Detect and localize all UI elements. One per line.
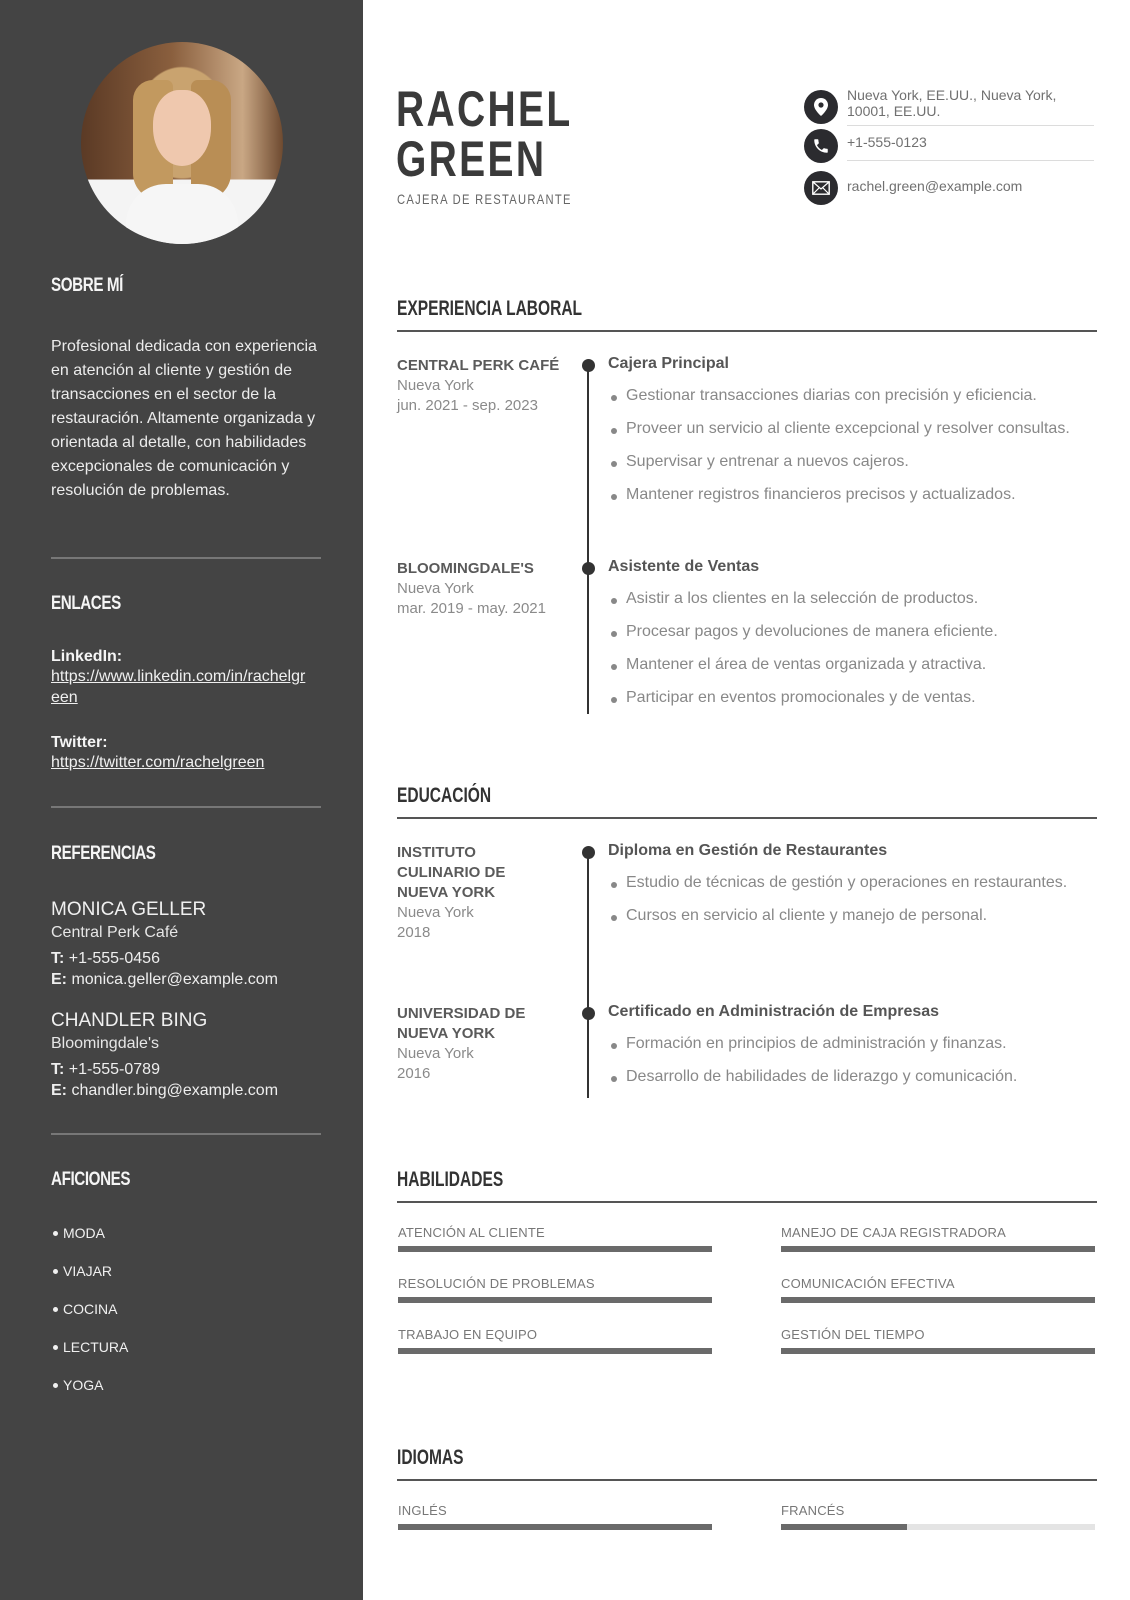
job-role: Cajera Principal: [608, 355, 729, 372]
phone-text: +1-555-0123: [847, 132, 1094, 161]
sidebar: [0, 0, 363, 1600]
responsibility-list: [608, 590, 1098, 722]
employment-dates: mar. 2019 - may. 2021: [397, 600, 546, 617]
first-name: RACHEL: [396, 81, 573, 137]
bullet-icon: [53, 1383, 58, 1388]
skills-heading: HABILIDADES: [397, 1168, 504, 1191]
bullet-icon: [53, 1231, 58, 1236]
skill-label: COMUNICACIÓN EFECTIVA: [781, 1276, 955, 1291]
language-item: [781, 1503, 1095, 1530]
coursework-item: Formación en principios de administración y finanzas.: [608, 1035, 1098, 1068]
coursework-item: Desarrollo de habilidades de liderazgo y comunicación.: [608, 1068, 1098, 1101]
timeline-dot-icon: [582, 562, 595, 575]
candidate-name: [396, 81, 573, 187]
hobbies-heading: AFICIONES: [51, 1169, 131, 1190]
language-item: [398, 1503, 712, 1530]
location-pin-icon: [804, 90, 838, 124]
skill-item: [781, 1327, 1095, 1354]
about-section: [51, 275, 321, 297]
sidebar-divider: [51, 557, 321, 559]
email-value: monica.geller@example.com: [71, 971, 278, 988]
phone-label: T:: [51, 950, 65, 967]
institution-line: NUEVA YORK: [397, 884, 496, 901]
skill-item: [398, 1276, 712, 1303]
languages-section-header: [397, 1446, 1097, 1481]
experience-section-header: [397, 297, 1097, 332]
graduation-year: 2018: [397, 924, 431, 941]
skill-label: ATENCIÓN AL CLIENTE: [398, 1225, 545, 1240]
section-rule: [397, 1201, 1097, 1203]
address-text: [847, 87, 1094, 126]
email-value: chandler.bing@example.com: [71, 1082, 279, 1099]
experience-timeline: [587, 366, 589, 714]
education-heading: EDUCACIÓN: [397, 784, 492, 807]
experience-entry-meta: [397, 356, 562, 416]
address-line-1: Nueva York, EE.UU., Nueva York,: [847, 87, 1057, 103]
hobby-label: MODA: [63, 1225, 105, 1241]
skill-bar: [781, 1246, 1095, 1252]
hobby-item: [51, 1377, 321, 1415]
education-entry-meta: [397, 1004, 562, 1084]
experience-entry-details: [608, 558, 1098, 722]
sidebar-divider: [51, 1133, 321, 1135]
reference-item: [51, 1008, 321, 1101]
responsibility-list: [608, 387, 1098, 519]
coursework-list: [608, 1035, 1098, 1101]
email-label: E:: [51, 1082, 67, 1099]
twitter-link-block: [51, 734, 321, 773]
institution-name: [397, 1004, 562, 1044]
about-heading: SOBRE MÍ: [51, 275, 123, 296]
skill-bar: [781, 1348, 1095, 1354]
responsibility-item: Participar en eventos promocionales y de ventas.: [608, 689, 1098, 722]
reference-item: [51, 897, 321, 990]
skill-label: TRABAJO EN EQUIPO: [398, 1327, 538, 1342]
envelope-icon: [804, 171, 838, 205]
skill-label: GESTIÓN DEL TIEMPO: [781, 1327, 925, 1342]
job-role: Asistente de Ventas: [608, 558, 760, 575]
language-bar: [781, 1524, 1095, 1530]
coursework-item: Estudio de técnicas de gestión y operaciones en restaurantes.: [608, 874, 1098, 907]
skill-bar-fill: [781, 1348, 1095, 1354]
institution-line: NUEVA YORK: [397, 1025, 496, 1042]
language-bar-fill: [398, 1524, 712, 1530]
references-section: [51, 843, 321, 865]
employer-location: Nueva York: [397, 580, 474, 597]
reference-name: CHANDLER BING: [51, 1010, 208, 1031]
coursework-item: Cursos en servicio al cliente y manejo de personal.: [608, 907, 1098, 940]
skill-item: [398, 1327, 712, 1354]
institution-name: [397, 843, 562, 903]
reference-phone: [51, 948, 321, 969]
skill-bar: [398, 1348, 712, 1354]
bullet-icon: [53, 1345, 58, 1350]
employment-dates: jun. 2021 - sep. 2023: [397, 397, 538, 414]
phone-icon: [804, 129, 838, 163]
skill-bar-fill: [398, 1348, 712, 1354]
section-rule: [397, 330, 1097, 332]
employer-name: CENTRAL PERK CAFÉ: [397, 357, 560, 374]
hobby-item: [51, 1225, 321, 1263]
hobby-label: COCINA: [63, 1301, 118, 1317]
education-entry-meta: [397, 843, 562, 943]
institution-line: UNIVERSIDAD DE: [397, 1005, 526, 1022]
language-label: INGLÉS: [398, 1503, 447, 1518]
linkedin-link-block: [51, 648, 321, 708]
profile-photo: [81, 42, 283, 244]
job-title: CAJERA DE RESTAURANTE: [397, 191, 572, 207]
timeline-dot-icon: [582, 359, 595, 372]
phone-label: T:: [51, 1061, 65, 1078]
hobbies-section: [51, 1169, 321, 1191]
skill-bar: [398, 1297, 712, 1303]
photo-shirt: [126, 184, 238, 244]
skill-bar-fill: [398, 1297, 712, 1303]
education-entry-details: [608, 842, 1098, 940]
bullet-icon: [53, 1269, 58, 1274]
links-section: [51, 593, 321, 615]
linkedin-label: LinkedIn:: [51, 648, 123, 665]
skill-bar-fill: [781, 1246, 1095, 1252]
reference-email: [51, 1080, 321, 1101]
reference-name: MONICA GELLER: [51, 899, 207, 920]
education-entry-details: [608, 1003, 1098, 1101]
timeline-dot-icon: [582, 846, 595, 859]
reference-company: Central Perk Café: [51, 924, 179, 941]
timeline-dot-icon: [582, 1007, 595, 1020]
language-bar-fill: [781, 1524, 907, 1530]
responsibility-item: Asistir a los clientes en la selección de productos.: [608, 590, 1098, 623]
about-text: Profesional dedicada con experiencia en atención al cliente y gestión de transacciones en el sector de la restauración. Altamente organizada y orientada al detalle, con habilidades excepcionales de comunicación y resolución de problemas.: [51, 338, 317, 499]
responsibility-item: Gestionar transacciones diarias con precisión y eficiencia.: [608, 387, 1098, 420]
degree-title: Diploma en Gestión de Restaurantes: [608, 842, 888, 859]
employer-location: Nueva York: [397, 377, 474, 394]
language-bar: [398, 1524, 712, 1530]
phone-value: +1-555-0789: [68, 1061, 160, 1078]
experience-entry-meta: [397, 559, 562, 619]
contact-address: [804, 87, 1094, 126]
address-line-2: 10001, EE.UU.: [847, 103, 941, 119]
last-name: GREEN: [396, 131, 547, 187]
responsibility-item: Mantener registros financieros precisos y actualizados.: [608, 486, 1098, 519]
links-heading: ENLACES: [51, 593, 121, 614]
institution-line: CULINARIO DE: [397, 864, 506, 881]
email-text: rachel.green@example.com: [847, 178, 1023, 194]
experience-entry-details: [608, 355, 1098, 519]
education-section-header: [397, 784, 1097, 819]
hobby-label: YOGA: [63, 1377, 104, 1393]
coursework-list: [608, 874, 1098, 940]
skill-item: [398, 1225, 712, 1252]
skill-bar-fill: [398, 1246, 712, 1252]
hobby-label: LECTURA: [63, 1339, 129, 1355]
skill-bar: [781, 1297, 1095, 1303]
linkedin-link[interactable]: https://www.linkedin.com/in/rachelgreen: [51, 668, 306, 706]
hobbies-list: [51, 1225, 321, 1415]
skill-label: RESOLUCIÓN DE PROBLEMAS: [398, 1276, 595, 1291]
skill-label: MANEJO DE CAJA REGISTRADORA: [781, 1225, 1006, 1240]
responsibility-item: Proveer un servicio al cliente excepcional y resolver consultas.: [608, 420, 1098, 453]
graduation-year: 2016: [397, 1065, 431, 1082]
phone-value: +1-555-0456: [68, 950, 160, 967]
hobby-item: [51, 1301, 321, 1339]
education-timeline: [587, 853, 589, 1098]
twitter-label: Twitter:: [51, 734, 108, 751]
reference-phone: [51, 1059, 321, 1080]
degree-title: Certificado en Administración de Empresas: [608, 1003, 940, 1020]
employer-name: BLOOMINGDALE'S: [397, 560, 534, 577]
reference-email: [51, 969, 321, 990]
language-label: FRANCÉS: [781, 1503, 845, 1518]
email-label: E:: [51, 971, 67, 988]
experience-heading: EXPERIENCIA LABORAL: [397, 297, 583, 320]
twitter-link[interactable]: https://twitter.com/rachelgreen: [51, 754, 265, 771]
bullet-icon: [53, 1307, 58, 1312]
sidebar-divider: [51, 806, 321, 808]
responsibility-item: Procesar pagos y devoluciones de manera eficiente.: [608, 623, 1098, 656]
reference-company: Bloomingdale's: [51, 1035, 160, 1052]
contact-email: [804, 171, 1094, 205]
languages-heading: IDIOMAS: [397, 1446, 464, 1469]
hobby-label: VIAJAR: [63, 1263, 113, 1279]
hobby-item: [51, 1339, 321, 1377]
hobby-item: [51, 1263, 321, 1301]
photo-face: [153, 90, 211, 166]
section-rule: [397, 817, 1097, 819]
skill-bar: [398, 1246, 712, 1252]
responsibility-item: Supervisar y entrenar a nuevos cajeros.: [608, 453, 1098, 486]
responsibility-item: Mantener el área de ventas organizada y atractiva.: [608, 656, 1098, 689]
institution-location: Nueva York: [397, 1045, 474, 1062]
institution-location: Nueva York: [397, 904, 474, 921]
institution-line: INSTITUTO: [397, 844, 476, 861]
skills-section-header: [397, 1168, 1097, 1203]
skill-bar-fill: [781, 1297, 1095, 1303]
references-heading: REFERENCIAS: [51, 843, 156, 864]
skill-item: [781, 1276, 1095, 1303]
skill-item: [781, 1225, 1095, 1252]
section-rule: [397, 1479, 1097, 1481]
contact-phone: [804, 129, 1094, 163]
